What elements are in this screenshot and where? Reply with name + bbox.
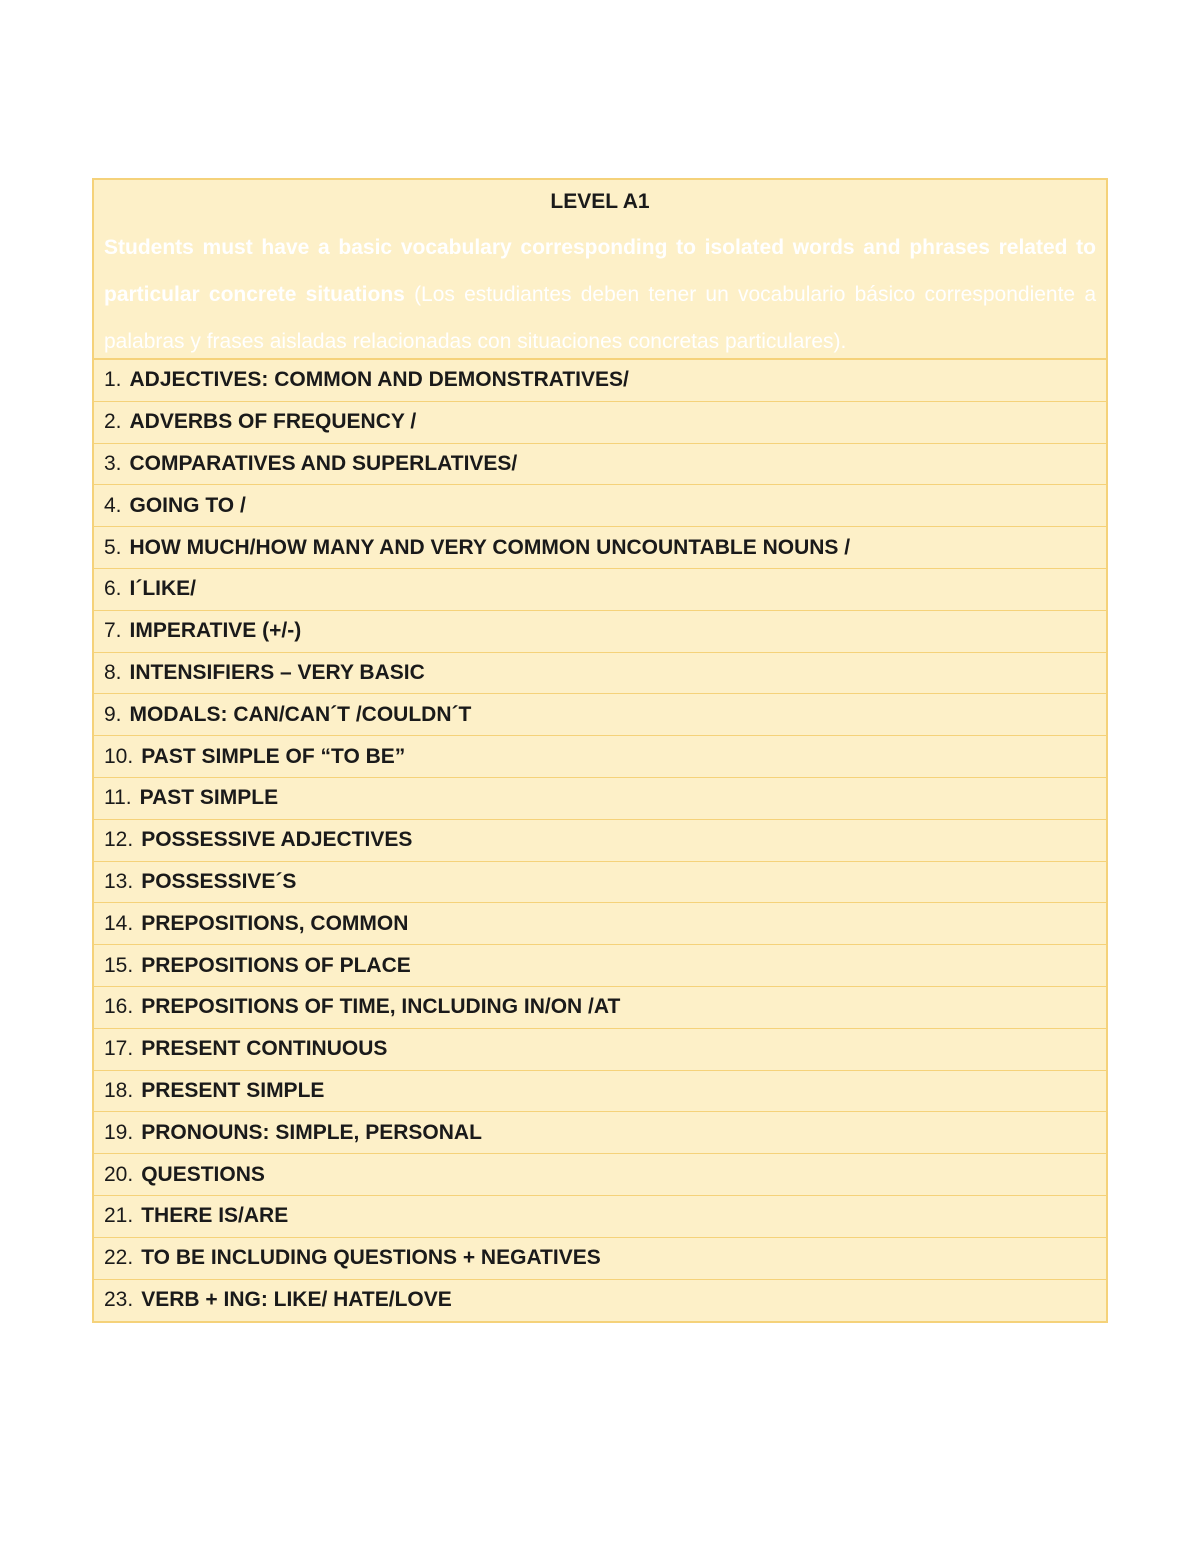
topic-number: 7. bbox=[104, 619, 122, 643]
topic-label: INTENSIFIERS – VERY BASIC bbox=[129, 660, 425, 684]
topic-label: PREPOSITIONS OF PLACE bbox=[141, 953, 411, 977]
topic-row bbox=[94, 1280, 1106, 1322]
topic-label: PREPOSITIONS, COMMON bbox=[141, 911, 409, 935]
topic-label: POSSESSIVE´S bbox=[141, 869, 297, 893]
topic-label: GOING TO / bbox=[129, 493, 246, 517]
topic-row bbox=[94, 945, 1106, 987]
topic-label: COMPARATIVES AND SUPERLATIVES/ bbox=[129, 451, 518, 475]
level-description-es: (Los estudiantes deben tener un vocabulario básico correspondiente a palabras y frases aisladas relacionadas con situaciones concretas particulares). bbox=[104, 283, 1096, 353]
topic-label: PAST SIMPLE bbox=[139, 786, 279, 810]
topic-row bbox=[94, 1029, 1106, 1071]
topic-number: 16. bbox=[104, 995, 134, 1019]
topic-label: I´LIKE/ bbox=[129, 577, 197, 601]
topic-number: 15. bbox=[104, 953, 134, 977]
topic-row bbox=[94, 987, 1106, 1029]
topic-number: 1. bbox=[104, 368, 122, 392]
topic-row bbox=[94, 569, 1106, 611]
topic-number: 20. bbox=[104, 1162, 134, 1186]
topic-label: PAST SIMPLE OF “TO BE” bbox=[141, 744, 406, 768]
level-title: LEVEL A1 bbox=[550, 190, 650, 213]
topic-number: 21. bbox=[104, 1204, 134, 1228]
topic-number: 8. bbox=[104, 660, 122, 684]
topic-row bbox=[94, 1154, 1106, 1196]
topic-number: 12. bbox=[104, 828, 134, 852]
topic-number: 19. bbox=[104, 1120, 134, 1144]
topic-label: PRESENT CONTINUOUS bbox=[141, 1037, 388, 1061]
topic-label: PREPOSITIONS OF TIME, INCLUDING IN/ON /AT bbox=[141, 995, 621, 1019]
topic-label: IMPERATIVE (+/-) bbox=[129, 619, 302, 643]
topic-number: 17. bbox=[104, 1037, 134, 1061]
topic-number: 18. bbox=[104, 1078, 134, 1102]
topic-number: 5. bbox=[104, 535, 122, 559]
topic-label: VERB + ING: LIKE/ HATE/LOVE bbox=[141, 1288, 452, 1312]
topic-row bbox=[94, 527, 1106, 569]
topic-label: ADVERBS OF FREQUENCY / bbox=[129, 410, 417, 434]
topic-row bbox=[94, 694, 1106, 736]
level-description bbox=[104, 224, 1096, 365]
topic-label: TO BE INCLUDING QUESTIONS + NEGATIVES bbox=[141, 1246, 601, 1270]
topic-row bbox=[94, 778, 1106, 820]
topic-label: PRONOUNS: SIMPLE, PERSONAL bbox=[141, 1120, 482, 1144]
topic-row bbox=[94, 611, 1106, 653]
topic-list bbox=[94, 360, 1106, 1321]
level-table bbox=[92, 178, 1108, 1323]
topic-row bbox=[94, 485, 1106, 527]
topic-label: QUESTIONS bbox=[141, 1162, 265, 1186]
topic-number: 23. bbox=[104, 1288, 134, 1312]
topic-number: 10. bbox=[104, 744, 134, 768]
topic-label: PRESENT SIMPLE bbox=[141, 1078, 325, 1102]
topic-label: MODALS: CAN/CAN´T /COULDN´T bbox=[129, 702, 472, 726]
topic-row bbox=[94, 402, 1106, 444]
topic-row bbox=[94, 653, 1106, 695]
level-description-en: Students must have a basic vocabulary corresponding to isolated words and phrases related to particular concrete situations bbox=[104, 236, 1096, 306]
level-header-cell bbox=[94, 180, 1106, 360]
topic-row bbox=[94, 360, 1106, 402]
topic-row bbox=[94, 862, 1106, 904]
topic-number: 3. bbox=[104, 451, 122, 475]
topic-label: POSSESSIVE ADJECTIVES bbox=[141, 828, 413, 852]
topic-number: 22. bbox=[104, 1246, 134, 1270]
topic-row bbox=[94, 1196, 1106, 1238]
topic-number: 2. bbox=[104, 410, 122, 434]
topic-row bbox=[94, 1112, 1106, 1154]
topic-row bbox=[94, 1071, 1106, 1113]
topic-label: HOW MUCH/HOW MANY AND VERY COMMON UNCOUNTABLE NOUNS / bbox=[129, 535, 851, 559]
topic-number: 13. bbox=[104, 869, 134, 893]
topic-number: 14. bbox=[104, 911, 134, 935]
topic-number: 6. bbox=[104, 577, 122, 601]
topic-label: THERE IS/ARE bbox=[141, 1204, 289, 1228]
topic-row bbox=[94, 1238, 1106, 1280]
topic-number: 9. bbox=[104, 702, 122, 726]
topic-number: 4. bbox=[104, 493, 122, 517]
topic-row bbox=[94, 444, 1106, 486]
topic-row bbox=[94, 903, 1106, 945]
topic-label: ADJECTIVES: COMMON AND DEMONSTRATIVES/ bbox=[129, 368, 629, 392]
topic-row bbox=[94, 820, 1106, 862]
topic-number: 11. bbox=[104, 786, 132, 810]
topic-row bbox=[94, 736, 1106, 778]
